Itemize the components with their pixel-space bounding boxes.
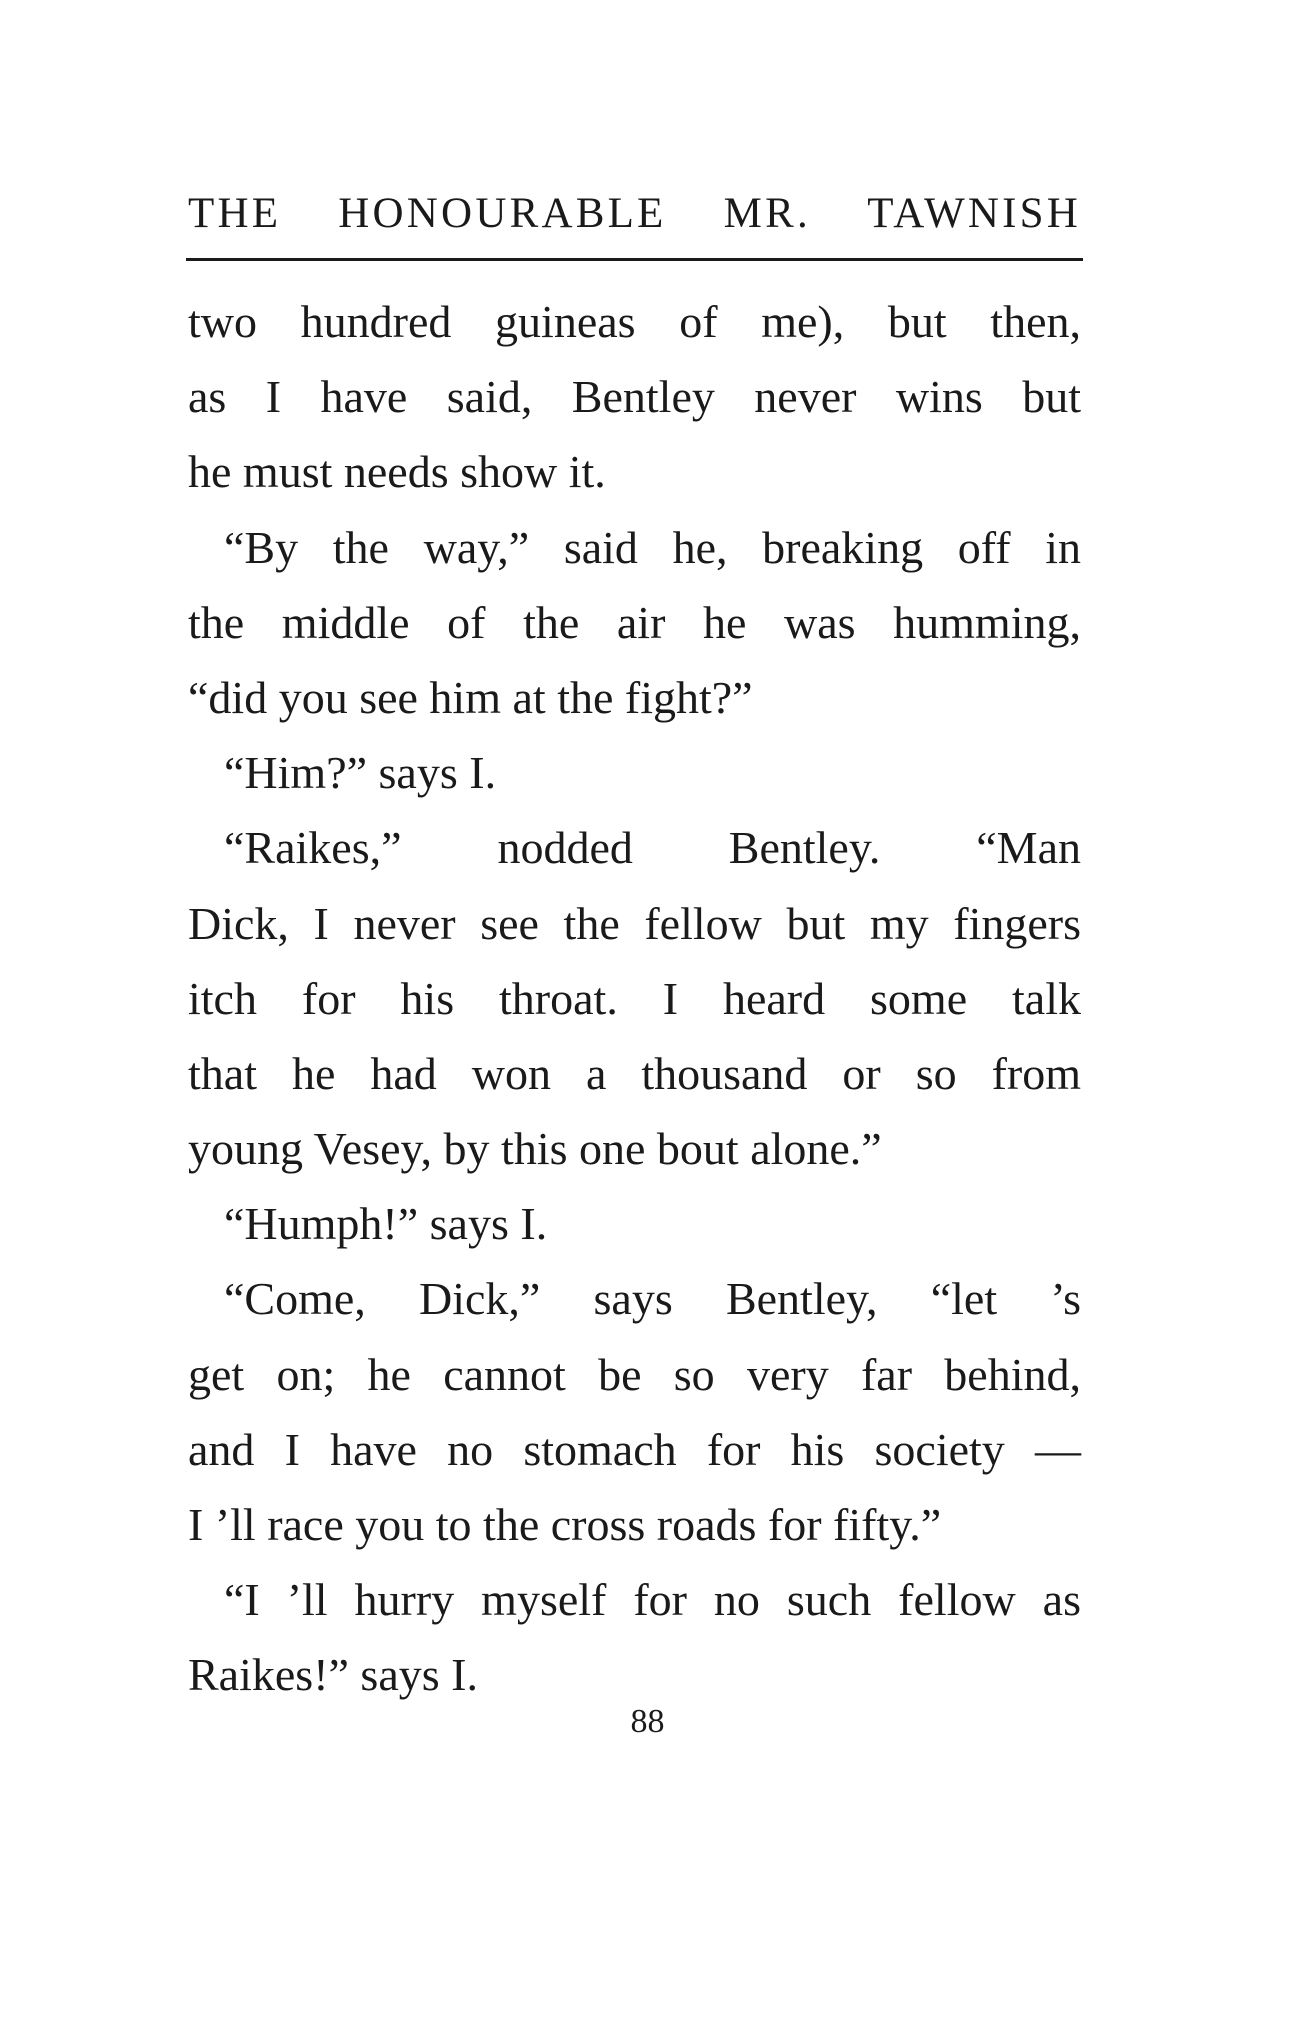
text-line: the middle of the air he was humming, [188,596,1081,648]
text-line: that he had won a thousand or so from [188,1047,1081,1099]
text-line: “I ’ll hurry myself for no such fellow as [224,1574,1081,1626]
text-line: and I have no stomach for his society — [188,1423,1081,1475]
page-number: 88 [630,1703,665,1740]
text-line: Raikes!” says I. [188,1649,478,1701]
text-line: “Humph!” says I. [224,1198,548,1250]
running-head: THE HONOURABLE MR. TAWNISH [188,190,1081,237]
body-text [188,284,1081,1713]
text-line: Dick, I never see the fellow but my fingers [188,897,1081,949]
text-line: “Come, Dick,” says Bentley, “let ’s [224,1273,1081,1325]
text-line: get on; he cannot be so very far behind, [188,1348,1081,1400]
text-line: as I have said, Bentley never wins but [188,371,1081,423]
text-line: itch for his throat. I heard some talk [188,972,1081,1024]
text-line: young Vesey, by this one bout alone.” [188,1123,882,1175]
text-line: “Raikes,” nodded Bentley. “Man [224,822,1081,874]
text-line: he must needs show it. [188,446,606,498]
text-line: I ’ll race you to the cross roads for fifty.” [188,1499,942,1550]
text-line: “did you see him at the fight?” [188,671,753,723]
text-line: “By the way,” said he, breaking off in [224,521,1081,573]
header-rule [186,258,1083,261]
text-line: two hundred guineas of me), but then, [188,296,1081,347]
text-line: “Him?” says I. [224,747,497,799]
